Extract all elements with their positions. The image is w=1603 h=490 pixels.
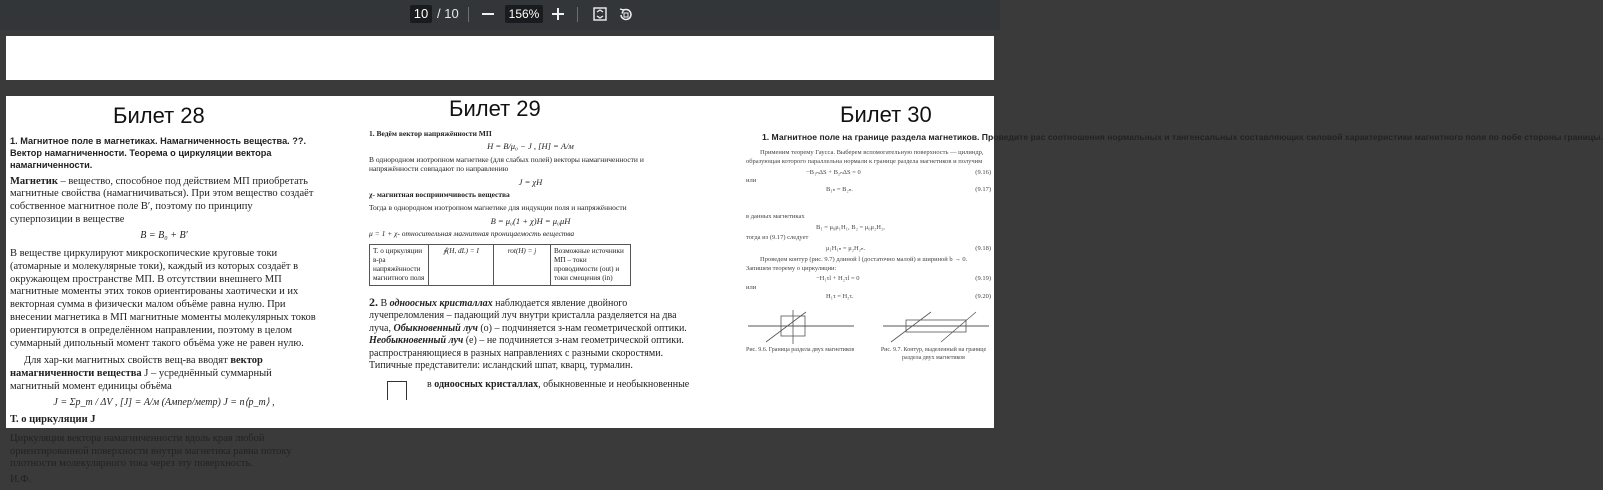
text-run: (o) – подчиняется з-нам геометрической оптики. <box>477 322 687 334</box>
birefringence-paragraph <box>369 295 692 373</box>
equation-number: (9.16) <box>975 168 991 176</box>
zoom-level-input[interactable]: 156% <box>505 5 543 23</box>
circulation-heading: Т. о циркуляции J <box>10 414 96 426</box>
equation: B₁ₙ = B₂ₙ. <box>826 186 853 194</box>
equation: μ₁H₁ₙ = μ₂H₂ₙ. <box>826 245 866 253</box>
connector-word: или <box>746 177 757 185</box>
text-run: наблюдается явление двойного лучепреломления – падающий луч внутри кристалла разделяется на два луча, <box>369 297 677 334</box>
rotate-icon <box>618 7 633 22</box>
crystal-figure <box>387 381 407 400</box>
scan-text: в данных магнетиках <box>746 212 805 220</box>
magnetic-definition <box>10 176 318 227</box>
ticket-28-question: 1. Магнитное поле в магнетиках. Намагниченность вещества. ??. Вектор намагниченности. Теорема о циркуляции вектора намагниченности. <box>10 135 307 170</box>
susceptibility-label: χ- магнитная восприимчивость вещества <box>369 190 510 200</box>
zoom-out-button[interactable] <box>477 3 499 25</box>
magnetization-def: J – усреднённый суммарный магнитный момент единицы объёма <box>10 368 272 393</box>
ticket-29-title: Билет 29 <box>449 96 541 121</box>
rotate-button[interactable] <box>614 3 636 25</box>
equation: −H₁τl + H₂τl = 0 <box>816 275 860 283</box>
term-uniaxial: одноосных кристаллах <box>389 297 493 309</box>
term-uniaxial: одноосных кристаллах <box>434 378 539 390</box>
ticket-29-tail <box>369 379 692 399</box>
fit-to-page-button[interactable] <box>589 3 611 25</box>
plus-icon <box>552 8 564 20</box>
page-total: / 10 <box>437 6 459 21</box>
table-cell: ∮(H, dL) = I <box>429 245 494 285</box>
caption-9-7: Рис. 9.7. Контур, выделенный на границе раздела двух магнетиков <box>880 346 987 361</box>
equation-number: (9.19) <box>975 275 991 283</box>
equation-row <box>746 293 991 302</box>
zoom-in-button[interactable] <box>547 3 569 25</box>
scan-text: тогда из (9.17) следует <box>746 234 809 242</box>
fit-page-icon <box>593 7 607 21</box>
table-cell: Т. о циркуляции в-ра напряжённости магнитного поля <box>370 245 429 285</box>
magnetic-definition-text: – вещество, способное под действием МП приобретать магнитные свойства (намагничиваться). При этом вещество создаёт собственное магнитное поле B′, поэтому по принципу суперпозиции в веществе <box>10 175 314 226</box>
table-row <box>370 245 631 285</box>
page-number-input[interactable]: 10 <box>410 5 432 23</box>
text-run: в <box>427 378 435 390</box>
text-run: (e) – не подчиняется з-нам геометрической оптики. распространяющиеся в разных направлениях с разными скоростями. Типичные представители: исландский шпат, кварц, турмалин. <box>369 335 684 372</box>
scanned-textbook-excerpt <box>736 149 991 362</box>
boundary-figure-9-6 <box>746 308 856 346</box>
ticket-29-tail-text <box>427 379 689 391</box>
contour-figure-9-7 <box>881 308 991 346</box>
equation: B₁ = μ₀μ₁H₁, B₂ = μ₀μ₂H₂, <box>816 223 885 231</box>
table-cell: Возможные источники МП – токи проводимости (out) и токи смещения (in) <box>551 245 631 285</box>
ticket-30-question: 1. Магнитное поле на границе раздела магнетиков. Проведите рас соотношения нормальных и тангенсальных составляющих силовой характеристики магнитного поля по побе стороны границы. <box>762 131 1603 142</box>
previous-page-fragment <box>6 36 994 80</box>
text-run: , обыкновенные и необыкновенные <box>538 378 690 390</box>
term-ordinary-ray: Обыкновенный луч <box>393 322 478 334</box>
text-run: В <box>378 297 390 309</box>
induction-paragraph: Тогда в однородном изотропном магнетике для индукции поля и напряжённости <box>369 202 627 212</box>
formula-h-vector: H = B/μ₀ − J , [H] = А/м <box>487 141 574 152</box>
molecular-currents-paragraph: В веществе циркулируют микроскопические круговые токи (атомарные и молекулярные токи), каждый из которых создаёт в окружающем пространстве МП. В отсутствии внешнего МП магнитные моменты этих токов ориентированы хаотически и их векторная сумма в физически малом объёме равна нулю. При внесении магнетика в МП магнитные моменты молекулярных токов ориентируются в определённом направлении, поэтому в целом суммарный дипольный момент такого объёма уже не равен нулю. <box>10 248 316 349</box>
permeability-label: μ = 1 + χ- относительная магнитная проницаемость вещества <box>369 228 575 238</box>
term-extraordinary-ray: Необыкновенный луч <box>369 335 464 347</box>
toolbar-divider <box>468 7 469 22</box>
equation: −B₁ₙΔS + B₂ₙΔS = 0 <box>806 168 861 176</box>
ticket-28-column <box>10 96 318 490</box>
magnetization-paragraph <box>10 355 318 393</box>
table-cell: rot(H) = j <box>494 245 551 285</box>
ticket-28-tail: И.Ф. <box>10 474 32 486</box>
term-magnetic: Магнетик <box>10 175 58 187</box>
pdf-toolbar <box>0 0 1000 30</box>
equation-number: (9.18) <box>975 245 991 253</box>
pdf-page <box>6 96 1603 486</box>
magnetization-intro: Для хар-ки магнитных свойств вещ-ва вводят <box>24 355 231 367</box>
circulation-table <box>369 244 631 285</box>
ticket-30-column <box>736 96 1603 362</box>
formula-b-mu: B = μ₀(1 + χ)H = μ₀μH <box>490 215 571 226</box>
term-magnetization-vector: вектор намагниченности вещества <box>10 355 263 380</box>
isotropic-paragraph: В однородном изотропном магнетике (для слабых полей) векторы намагниченности и напряжённости совпадают по направлению <box>369 154 644 174</box>
ticket-29-q1: 1. Ведём вектор напряжённости МП <box>369 128 492 138</box>
connector-word: или <box>746 284 757 292</box>
equation-row <box>746 245 991 254</box>
equation-number: (9.17) <box>975 186 991 194</box>
figures-row <box>746 308 991 346</box>
toolbar-divider <box>577 7 578 22</box>
formula-superposition: B = B₀ + B′ <box>140 229 188 241</box>
equation: H₁τ = H₂τ. <box>826 292 854 300</box>
equation-row <box>746 186 991 195</box>
question-2-number: 2. <box>369 294 378 309</box>
formula-j-chi-h: J = χH <box>518 176 543 187</box>
contour-paragraph: Проведем контур (рис. 9.7) длиной l (достаточно малой) и шириной b → 0. Запишем теорему о циркуляции: <box>746 255 968 272</box>
minus-icon <box>482 8 494 20</box>
ticket-29-column <box>369 96 692 399</box>
figure-captions <box>746 346 991 362</box>
gauss-paragraph: Применим теорему Гаусса. Выберем вспомогательную поверхность — цилиндр, образующая которого параллельна нормали к границе раздела магнетиков и получим <box>746 149 984 165</box>
ticket-30-title: Билет 30 <box>840 102 932 127</box>
ticket-28-title: Билет 28 <box>113 103 205 128</box>
formula-magnetization: J = Σp_m / ΔV , [J] = А/м (Ампер/метр) J = n⟨p_m⟩ , <box>53 396 275 408</box>
equation-row <box>746 169 991 178</box>
circulation-theorem-text: Циркуляция вектора намагниченности вдоль края любой ориентированной поверхности внутри магнетика равна потоку плотности молекулярного тока через эту поверхность. <box>10 432 292 470</box>
equation-row <box>746 275 991 284</box>
equation-number: (9.20) <box>975 292 991 300</box>
caption-9-6: Рис. 9.6. Граница раздела двух магнетиков <box>746 346 855 353</box>
